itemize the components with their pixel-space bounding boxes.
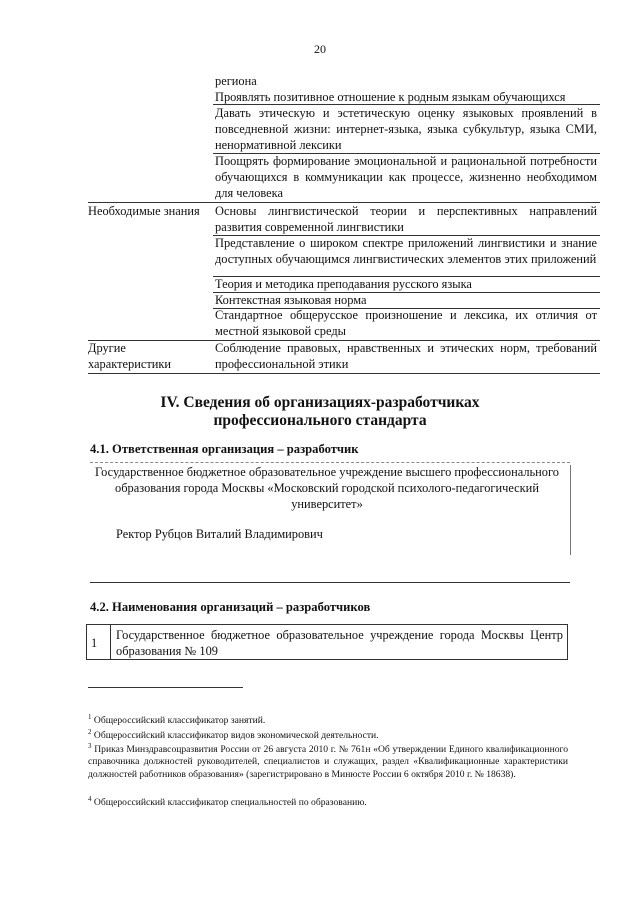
footnote: $^4$ Общероссийский классификатор специальностей по образованию. — [88, 795, 367, 809]
table-row: Давать этическую и эстетическую оценку языковых проявлений в повседневной жизни: интернет-языка, языка субкультур, языка СМИ, ненормативной лексики — [215, 106, 597, 153]
necessary-knowledge-label: Необходимые знания — [88, 204, 200, 218]
subsection-title: 4.1. Ответственная организация – разработчик — [90, 442, 359, 456]
page-number: 20 — [314, 42, 326, 56]
knowledge-item: Стандартное общерусское произношение и лексика, их отличия от местной языковой среды — [215, 308, 597, 339]
organizations-table — [86, 624, 568, 660]
organization-name: Государственное бюджетное образовательное учреждение города Москвы Центр образования № 109 — [116, 628, 563, 659]
organization-name: Государственное бюджетное образовательное учреждение высшего профессионального образования города Москвы «Московский городской психолого-педагогический университет» — [95, 465, 559, 511]
section-title: профессионального стандарта — [213, 412, 427, 429]
other-characteristics-label: Другие характеристики — [88, 341, 172, 372]
row-number: 1 — [91, 636, 98, 650]
subsection-title: 4.2. Наименования организаций – разработчиков — [90, 600, 371, 614]
knowledge-item: Контекстная языковая норма — [215, 293, 367, 307]
footnote: $^2$ Общероссийский классификатор видов экономической деятельности. — [88, 728, 379, 742]
footnote: $^1$ Общероссийский классификатор занятий. — [88, 713, 266, 727]
rector-name: Ректор Рубцов Виталий Владимирович — [116, 527, 323, 541]
box-bottom-border — [90, 582, 570, 583]
footnote-separator — [88, 687, 243, 688]
table-row: Проявлять позитивное отношение к родным языкам обучающихся — [215, 90, 566, 104]
box-top-border — [90, 462, 570, 463]
other-characteristics-text: Соблюдение правовых, нравственных и этических норм, требований профессиональной этики — [215, 341, 597, 372]
table-bottom-border — [88, 373, 600, 374]
table-row: Поощрять формирование эмоциональной и рациональной потребности обучающихся в коммуникации как процессе, жизненно необходимом для человека — [215, 154, 597, 201]
section-title: IV. Сведения об организациях-разработчиках — [160, 394, 480, 411]
knowledge-item: Основы лингвистической теории и перспективных направлений развития современной лингвистики — [215, 204, 597, 235]
footnote: $^3$ Приказ Минздравсоцразвития России от 26 августа 2010 г. № 761н «Об утверждении Единого квалификационного справочника должностей руководителей, специалистов и служащих, раздел «Квалификационные характеристики должностей работников образования» (зарегистрировано в Минюсте России 6 октября 2010 г. № 18638). — [88, 742, 568, 780]
knowledge-item: Теория и методика преподавания русского языка — [215, 277, 472, 291]
table-row: региона — [215, 74, 257, 88]
column-divider — [110, 625, 111, 659]
knowledge-item: Представление о широком спектре приложений лингвистики и знание доступных обучающимся лингвистических элементов этих приложений — [215, 236, 597, 267]
box-right-border — [570, 465, 571, 555]
